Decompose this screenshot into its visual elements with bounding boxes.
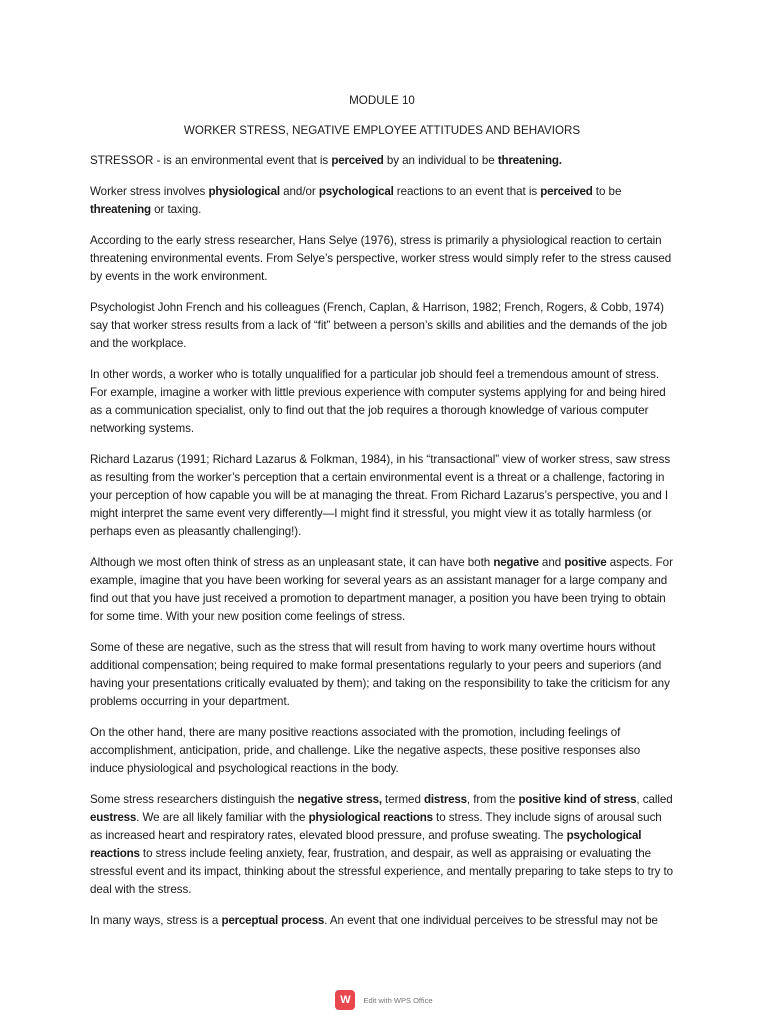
paragraph-text: STRESSOR - bbox=[90, 154, 164, 167]
document-body bbox=[90, 152, 674, 930]
paragraph-text: and bbox=[538, 556, 565, 569]
paragraph-text: termed bbox=[381, 793, 425, 806]
highlighted-term: negative stress, bbox=[297, 793, 382, 806]
highlighted-term: threatening bbox=[90, 203, 151, 216]
highlighted-term: positive kind of stress bbox=[518, 793, 637, 806]
paragraph-text: , called bbox=[636, 793, 673, 806]
paragraph-text: According to the early stress researcher, Hans Selye (1976), stress is primarily a physiological reaction to certain threatening environmental events. From Selye’s perspective, worker stress would simply refer to the stress caused by events in the work environment. bbox=[90, 234, 672, 283]
paragraph bbox=[90, 299, 674, 353]
paragraph-text: aspects. For example, imagine that you have been working for several years as an assistant manager for a large company and find out that you have just received a promotion to department manager, a position you have been trying to obtain for some time. With your new position come feelings of stress. bbox=[90, 556, 673, 623]
paragraph-text: . We are all likely familiar with the bbox=[136, 811, 309, 824]
paragraph-text: to stress include feeling anxiety, fear, frustration, and despair, as well as appraising or evaluating the stressful event and its impact, thinking about the stressful experience, and mentally preparing to take steps to try to deal with the stress. bbox=[90, 847, 674, 896]
paragraph bbox=[90, 639, 674, 711]
highlighted-term: threatening. bbox=[497, 154, 562, 167]
highlighted-term: physiological bbox=[208, 185, 280, 198]
paragraph-text: In other words, a worker who is totally unqualified for a particular job should feel a tremendous amount of stress. For example, imagine a worker with little previous experience with computer systems applying for and being hired as a communication specialist, only to find out that the job requires a thorough knowledge of various computer networking systems. bbox=[90, 368, 666, 435]
wps-office-logo-icon[interactable]: W bbox=[335, 990, 355, 1010]
paragraph bbox=[90, 554, 674, 626]
paragraph-text: to be bbox=[592, 185, 622, 198]
paragraph-text: Some stress researchers distinguish the bbox=[90, 793, 298, 806]
paragraph-text: and/or bbox=[279, 185, 319, 198]
paragraph-text: On the other hand, there are many positive reactions associated with the promotion, including feelings of accomplishment, anticipation, pride, and challenge. Like the negative aspects, these positive responses also induce physiological and psychological reactions in the body. bbox=[90, 726, 641, 775]
wps-footer[interactable] bbox=[0, 990, 768, 1010]
paragraph-text: Some of these are negative, such as the stress that will result from having to work many overtime hours without additional compensation; being required to make formal presentations regularly to your peers and superiors (and having your presentations critically evaluated by them); and taking on the responsibility to take the criticism for any problems occurring in your department. bbox=[90, 641, 670, 708]
paragraph bbox=[90, 451, 674, 541]
highlighted-term: eustress bbox=[90, 811, 137, 824]
paragraph-text: . An event that one individual perceives to be stressful may not be bbox=[324, 914, 658, 927]
highlighted-term: perceived bbox=[540, 185, 593, 198]
paragraph-text: by an individual to be bbox=[383, 154, 498, 167]
highlighted-term: psychological reactions bbox=[90, 829, 642, 860]
paragraph-text: to stress. They include signs of arousal such as increased heart and respiratory rates, elevated blood pressure, and profuse sweating. The bbox=[90, 811, 662, 842]
paragraph-text: , from the bbox=[466, 793, 519, 806]
paragraph-text: is an environmental event that is bbox=[163, 154, 332, 167]
paragraph-text: Psychologist John French and his colleagues (French, Caplan, & Harrison, 1982; French, Rogers, & Cobb, 1974) say that worker stress results from a lack of “fit” between a person’s skills and abilities and the demands of the job and the workplace. bbox=[90, 301, 668, 350]
highlighted-term: physiological reactions bbox=[308, 811, 433, 824]
paragraph bbox=[90, 183, 674, 219]
paragraph bbox=[90, 152, 674, 170]
paragraph-text: In many ways, stress is a bbox=[90, 914, 222, 927]
highlighted-term: positive bbox=[564, 556, 607, 569]
highlighted-term: negative bbox=[493, 556, 539, 569]
highlighted-term: psychological bbox=[318, 185, 394, 198]
paragraph bbox=[90, 791, 674, 899]
paragraph-text: Worker stress involves bbox=[90, 185, 209, 198]
highlighted-term: perceived bbox=[331, 154, 384, 167]
paragraph bbox=[90, 232, 674, 286]
document-page bbox=[90, 92, 674, 943]
paragraph bbox=[90, 912, 674, 930]
paragraph bbox=[90, 724, 674, 778]
document-subtitle: WORKER STRESS, NEGATIVE EMPLOYEE ATTITUDES AND BEHAVIORS bbox=[183, 124, 581, 137]
paragraph-text: reactions to an event that is bbox=[393, 185, 541, 198]
edit-with-wps-link[interactable]: Edit with WPS Office bbox=[363, 995, 433, 1005]
paragraph-text: Richard Lazarus (1991; Richard Lazarus & Folkman, 1984), in his “transactional” view of worker stress, saw stress as resulting from the worker’s perception that a certain environmental event is a threat or a challenge, factoring in your perception of how capable you will be at managing the threat. From Richard Lazarus’s perspective, you and I might interpret the same event very differently—I might find it stressful, you might view it as totally harmless (or perhaps even as pleasantly challenging!). bbox=[90, 453, 671, 538]
paragraph bbox=[90, 366, 674, 438]
highlighted-term: distress bbox=[424, 793, 467, 806]
document-title: MODULE 10 bbox=[349, 94, 415, 107]
paragraph-text: or taxing. bbox=[150, 203, 202, 216]
highlighted-term: perceptual process bbox=[221, 914, 325, 927]
paragraph-text: Although we most often think of stress as an unpleasant state, it can have both bbox=[90, 556, 494, 569]
